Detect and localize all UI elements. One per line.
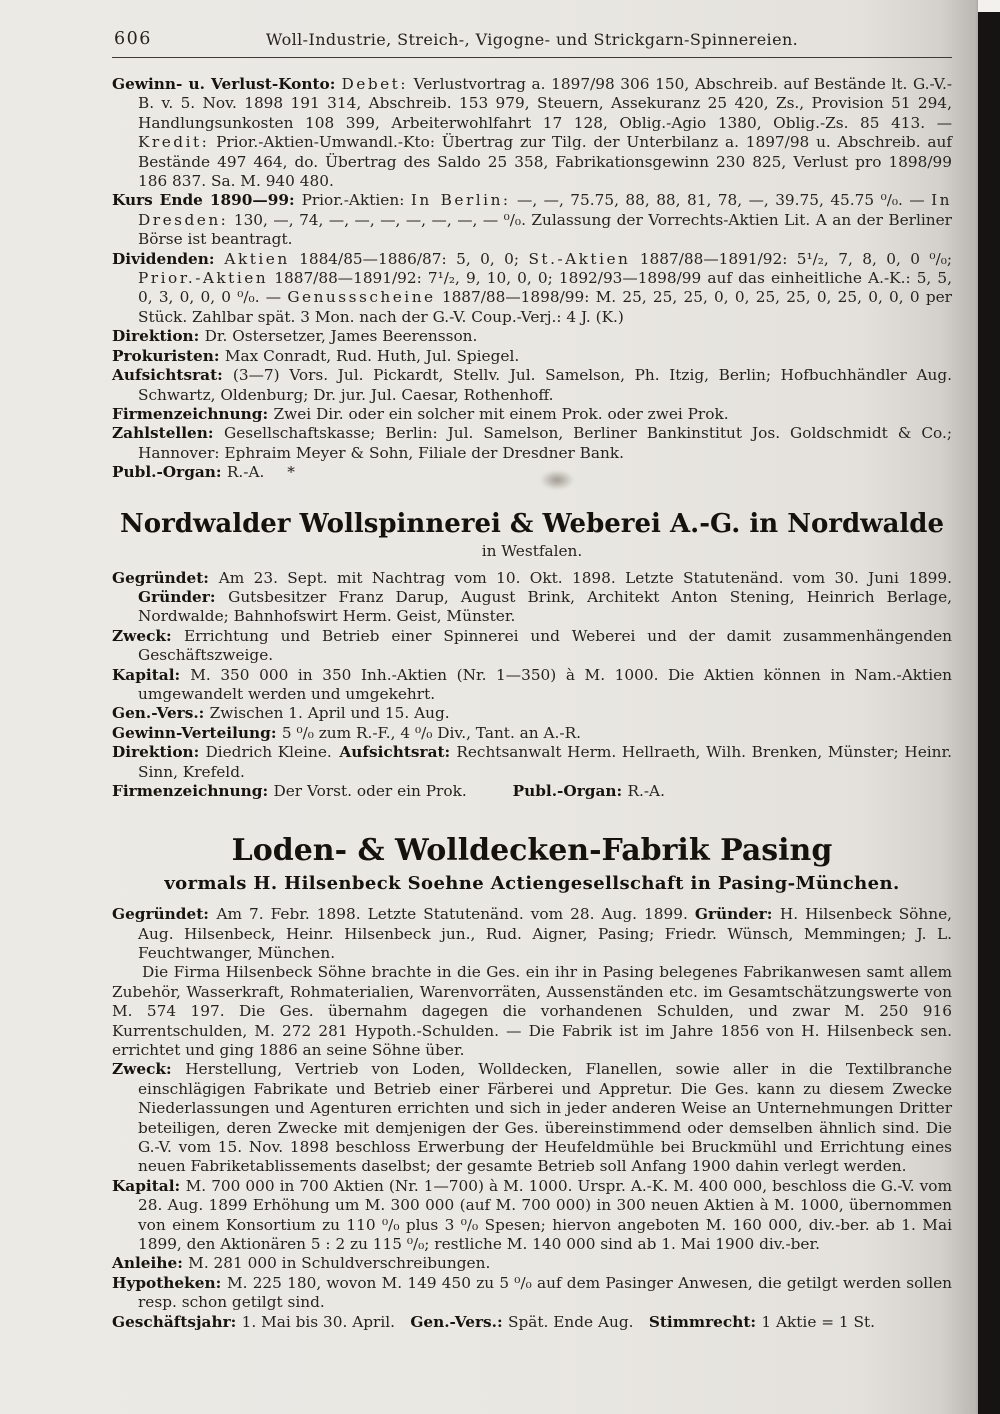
text-segment: In Berlin: xyxy=(410,191,511,210)
text-segment: 5 ⁰/₀ zum R.-F., 4 ⁰/₀ Div., Tant. an A.-R. xyxy=(281,723,581,742)
ink-smudge xyxy=(540,470,574,490)
entry-paragraph xyxy=(112,782,952,801)
text-segment: Dr. Ostersetzer, James Beerensson. xyxy=(204,327,478,346)
text-segment: Zweck: xyxy=(112,1060,186,1079)
text-segment: Zweck: xyxy=(112,626,184,645)
text-segment: R.-A. * xyxy=(226,463,295,482)
text-segment: Die Firma Hilsenbeck Söhne brachte in die Ges. ein ihr in Pasing belegenes Fabrikanwesen samt allem Zubehör, Wasserkraft, Rohmaterialien, Warenvorräten, Aussenständen etc. im Gesamtschätzungswerte von M. 574 197. Die Ges. übernahm dagegen die vorhandenen Schulden, und zwar M. 250 916 Kurrentschulden, M. 272 281 Hypoth.-Schulden. — Die Fabrik ist im Jahre 1856 von H. Hilsenbeck sen. errichtet und ging 1886 an seine Söhne über. xyxy=(112,963,952,1059)
text-segment: Kurs Ende 1890—99: xyxy=(112,191,302,210)
sections-container xyxy=(112,75,952,1332)
text-segment: M. 281 000 in Schuldverschreibungen. xyxy=(188,1254,491,1273)
entry-paragraph xyxy=(112,743,952,782)
text-segment: Geschäftsjahr: xyxy=(112,1312,242,1331)
entry-paragraph xyxy=(112,724,952,743)
entry-paragraph xyxy=(112,905,952,963)
company-subtitle: vormals H. Hilsenbeck Soehne Actiengesellschaft in Pasing-München. xyxy=(164,873,900,895)
text-segment: Prokuristen: xyxy=(112,346,225,365)
scan-edge-notch xyxy=(978,0,1000,12)
text-segment: Kapital: xyxy=(112,665,191,684)
text-segment: Gründer: xyxy=(694,905,780,924)
company-title: Loden- & Wolldecken-Fabrik Pasing xyxy=(231,832,833,868)
text-segment: Max Conradt, Rud. Huth, Jul. Spiegel. xyxy=(224,346,520,365)
text-segment: Gen.-Vers.: xyxy=(112,704,210,723)
text-segment: Gewinn-Verteilung: xyxy=(112,723,282,742)
text-segment: Rechtsanwalt Herm. Hellraeth, Wilh. Brenken, Münster; Heinr. Sinn, Krefeld. xyxy=(138,743,952,781)
page-content xyxy=(112,30,952,1332)
header-rule xyxy=(112,57,952,58)
text-segment: Publ.-Organ: xyxy=(512,782,628,801)
entry-paragraph xyxy=(112,569,952,627)
text-segment: Prior.-Aktien: xyxy=(301,191,411,210)
page-number: 606 xyxy=(114,29,152,49)
text-segment: Zwei Dir. oder ein solcher mit einem Prok. oder zwei Prok. xyxy=(273,404,729,423)
text-segment: Firmenzeichnung: xyxy=(112,782,274,801)
text-segment: Diedrich Kleine. xyxy=(205,743,340,762)
text-segment: Kredit: xyxy=(138,133,210,152)
text-segment: Gegründet: xyxy=(112,568,219,587)
text-segment: Prior.-Aktien-Umwandl.-Kto: Übertrag zur Tilg. der Unterbilanz a. 1897/98 u. Abschreib. auf Bestände 497 464, do. Übertrag des Saldo 25 358, Fabrikationsgewinn 230 825, Verlust pro 1898/99 186 837. Sa. M. 940 480. xyxy=(138,133,952,191)
text-segment: H. Hilsenbeck Söhne, Aug. Hilsenbeck, Heinr. Hilsenbeck jun., Rud. Aigner, Pasing; Friedr. Wünsch, Memmingen; J. L. Feuchtwanger, München. xyxy=(138,905,953,962)
entry-paragraph xyxy=(112,424,952,463)
text-segment: Stimmrecht: xyxy=(648,1312,762,1331)
text-segment: R.-A. xyxy=(627,782,665,801)
text-segment: Am 7. Febr. 1898. Letzte Statutenänd. vom 28. Aug. 1899. xyxy=(216,905,695,924)
entry-paragraph xyxy=(112,463,952,482)
text-segment: (3—7) Vors. Jul. Pickardt, Stellv. Jul. Samelson, Ph. Itzig, Berlin; Hofbuchhändler Aug. Schwartz, Oldenburg; Dr. jur. Jul. Caesar, Rothenhoff. xyxy=(138,366,952,404)
text-segment: In Dresden: xyxy=(138,191,952,229)
entry-paragraph xyxy=(112,1254,952,1273)
text-segment: Zahlstellen: xyxy=(112,424,224,443)
text-segment: Hypotheken: xyxy=(112,1273,227,1292)
entry-paragraph xyxy=(112,1274,952,1313)
text-segment: —, —, 75.75, 88, 88, 81, 78, —, 39.75, 45.75 ⁰/₀. — xyxy=(510,191,932,210)
entry-paragraph xyxy=(112,347,952,366)
entry-paragraph xyxy=(112,366,952,405)
company-subtitle: in Westfalen. xyxy=(481,541,583,560)
text-segment: Direktion: xyxy=(112,743,206,762)
text-segment: Anleihe: xyxy=(112,1254,189,1273)
text-segment: Firmenzeichnung: xyxy=(112,404,274,423)
text-segment: Am 23. Sept. mit Nachtrag vom 10. Okt. 1898. Letzte Statutenänd. vom 30. Juni 1899. xyxy=(218,568,952,587)
text-segment: M. 700 000 in 700 Aktien (Nr. 1—700) à M. 1000. Urspr. A.-K. M. 400 000, beschloss die G.-V. vom 28. Aug. 1899 Erhöhung um M. 300 000 (auf M. 700 000) in 300 neuen Aktien à M. 1000, übernommen von einem Konsortium zu 110 ⁰/₀ plus 3 ⁰/₀ Spesen; hiervon angeboten M. 160 000, div.-ber. ab 1. Mai 1899, den Aktionären 5 : 2 zu 115 ⁰/₀; restliche M. 140 000 sind ab 1. Mai 1900 div.-ber. xyxy=(138,1176,952,1254)
text-segment: Spät. Ende Aug. xyxy=(507,1312,649,1331)
text-segment: Aufsichtsrat: xyxy=(112,366,233,385)
text-segment: 1884/85—1886/87: 5, 0, 0; xyxy=(289,249,529,268)
text-segment: M. 350 000 in 350 Inh.-Aktien (Nr. 1—350) à M. 1000. Die Aktien können in Nam.-Aktien umgewandelt werden und umgekehrt. xyxy=(138,665,952,704)
text-segment: St.-Aktien xyxy=(528,249,631,268)
entry-paragraph xyxy=(112,627,952,666)
entry-paragraph xyxy=(112,191,952,249)
entry-paragraph xyxy=(112,704,952,723)
text-segment: Verlustvortrag a. 1897/98 306 150, Abschreib. auf Bestände lt. G.-V.-B. v. 5. Nov. 1898 191 314, Abschreib. 153 979, Steuern, Assekuranz 25 420, Zs., Provision 51 294, Handlungsunkosten 108 399, Arbeiterwohlfahrt 17 128, Oblig.-Agio 1380, Oblig.-Zs. 85 413. — xyxy=(138,75,952,132)
text-segment: 1 Aktie = 1 St. xyxy=(761,1312,876,1331)
text-segment: Zwischen 1. April und 15. Aug. xyxy=(209,704,450,723)
entry-paragraph xyxy=(112,1060,952,1176)
running-header xyxy=(112,30,952,54)
text-segment: 1887/88—1891/92: 7¹/₂, 9, 10, 0, 0; 1892/93—1898/99 auf das einheitliche A.-K.: 5, 5, 0, 3, 0, 0, 0 ⁰/₀. — xyxy=(138,269,952,307)
text-segment: Dividenden: xyxy=(112,249,225,268)
text-segment: Der Vorst. oder ein Prok. xyxy=(273,782,513,801)
text-segment: 1. Mai bis 30. April. xyxy=(241,1312,411,1331)
text-segment: Publ.-Organ: xyxy=(112,463,227,482)
text-segment: Direktion: xyxy=(112,327,205,346)
text-segment: Prior.-Aktien xyxy=(138,269,269,288)
company-entry xyxy=(112,510,952,802)
text-segment: 1887/88—1891/92: 5¹/₂, 7, 8, 0, 0 ⁰/₀; xyxy=(630,249,953,268)
text-segment: Gen.-Vers.: xyxy=(410,1312,508,1331)
entry-paragraph xyxy=(112,1313,952,1332)
text-segment: Debet: xyxy=(341,75,408,93)
text-segment: Gesellschaftskasse; Berlin: Jul. Samelson, Berliner Bankinstitut Jos. Goldschmidt & Co.; Hannover: Ephraim Meyer & Sohn, Filiale der Dresdner Bank. xyxy=(138,424,952,462)
text-segment: 1887/88—1898/99: M. 25, 25, 25, 0, 0, 25, 25, 0, 25, 0, 0, 0 per Stück. Zahlbar spät. 3 Mon. nach der G.-V. Coup.-Verj.: 4 J. (K.) xyxy=(138,288,952,326)
text-segment: Gründer: xyxy=(138,588,229,607)
text-segment: Aktien xyxy=(224,249,290,268)
text-segment: 130, —, 74, —, —, —, —, —, —, — ⁰/₀. Zulassung der Vorrechts-Aktien Lit. A an der Berliner Börse ist beantragt. xyxy=(138,210,952,249)
text-segment: Gutsbesitzer Franz Darup, August Brink, Architekt Anton Stening, Heinrich Berlage, Nordwalde; Bahnhofswirt Herm. Geist, Münster. xyxy=(138,588,952,626)
entry-paragraph xyxy=(112,666,952,705)
text-segment: Aufsichtsrat: xyxy=(339,743,457,762)
entry-paragraph xyxy=(112,327,952,346)
company-title: Nordwalder Wollspinnerei & Weberei A.-G. in Nordwalde xyxy=(119,508,945,539)
entry-paragraph xyxy=(112,405,952,424)
scan-edge-strip xyxy=(978,0,1000,1414)
company-entry xyxy=(112,75,952,483)
text-segment: Herstellung, Vertrieb von Loden, Wolldecken, Flanellen, sowie aller in die Textilbranche einschlägigen Fabrikate und Betrieb einer Färberei und Appretur. Die Ges. kann zu diesem Zwecke Niederlassungen und Agenturen errichten und sich in jeder anderen Weise an Unternehmungen Dritter beteiligen, deren Zwecke mit demjenigen der Ges. übereinstimmend oder demselben ähnlich sind. Die G.-V. vom 15. Nov. 1898 beschloss Erwerbung der Heufeldmühle bei Bruckmühl und Errichtung eines neuen Fabriketablissements daselbst; der gesamte Betrieb soll Anfang 1900 dahin verlegt werden. xyxy=(138,1060,953,1176)
entry-paragraph xyxy=(112,1177,952,1255)
text-segment: M. 225 180, wovon M. 149 450 zu 5 ⁰/₀ auf dem Pasinger Anwesen, die getilgt werden sollen resp. schon getilgt sind. xyxy=(138,1273,952,1312)
text-segment: Gewinn- u. Verlust-Konto: xyxy=(112,75,342,93)
entry-paragraph xyxy=(112,250,952,328)
text-segment: Gegründet: xyxy=(112,905,217,924)
text-segment: Genussscheine xyxy=(287,288,436,307)
running-header-title: Woll-Industrie, Streich-, Vigogne- und Strickgarn-Spinnereien. xyxy=(265,30,799,49)
text-segment: Errichtung und Betrieb einer Spinnerei und Weberei und der damit zusammenhängenden Geschäftszweige. xyxy=(138,626,952,665)
company-entry xyxy=(112,834,952,1333)
entry-paragraph xyxy=(112,963,952,1060)
entry-paragraph xyxy=(112,75,952,191)
text-segment: Kapital: xyxy=(112,1176,186,1195)
